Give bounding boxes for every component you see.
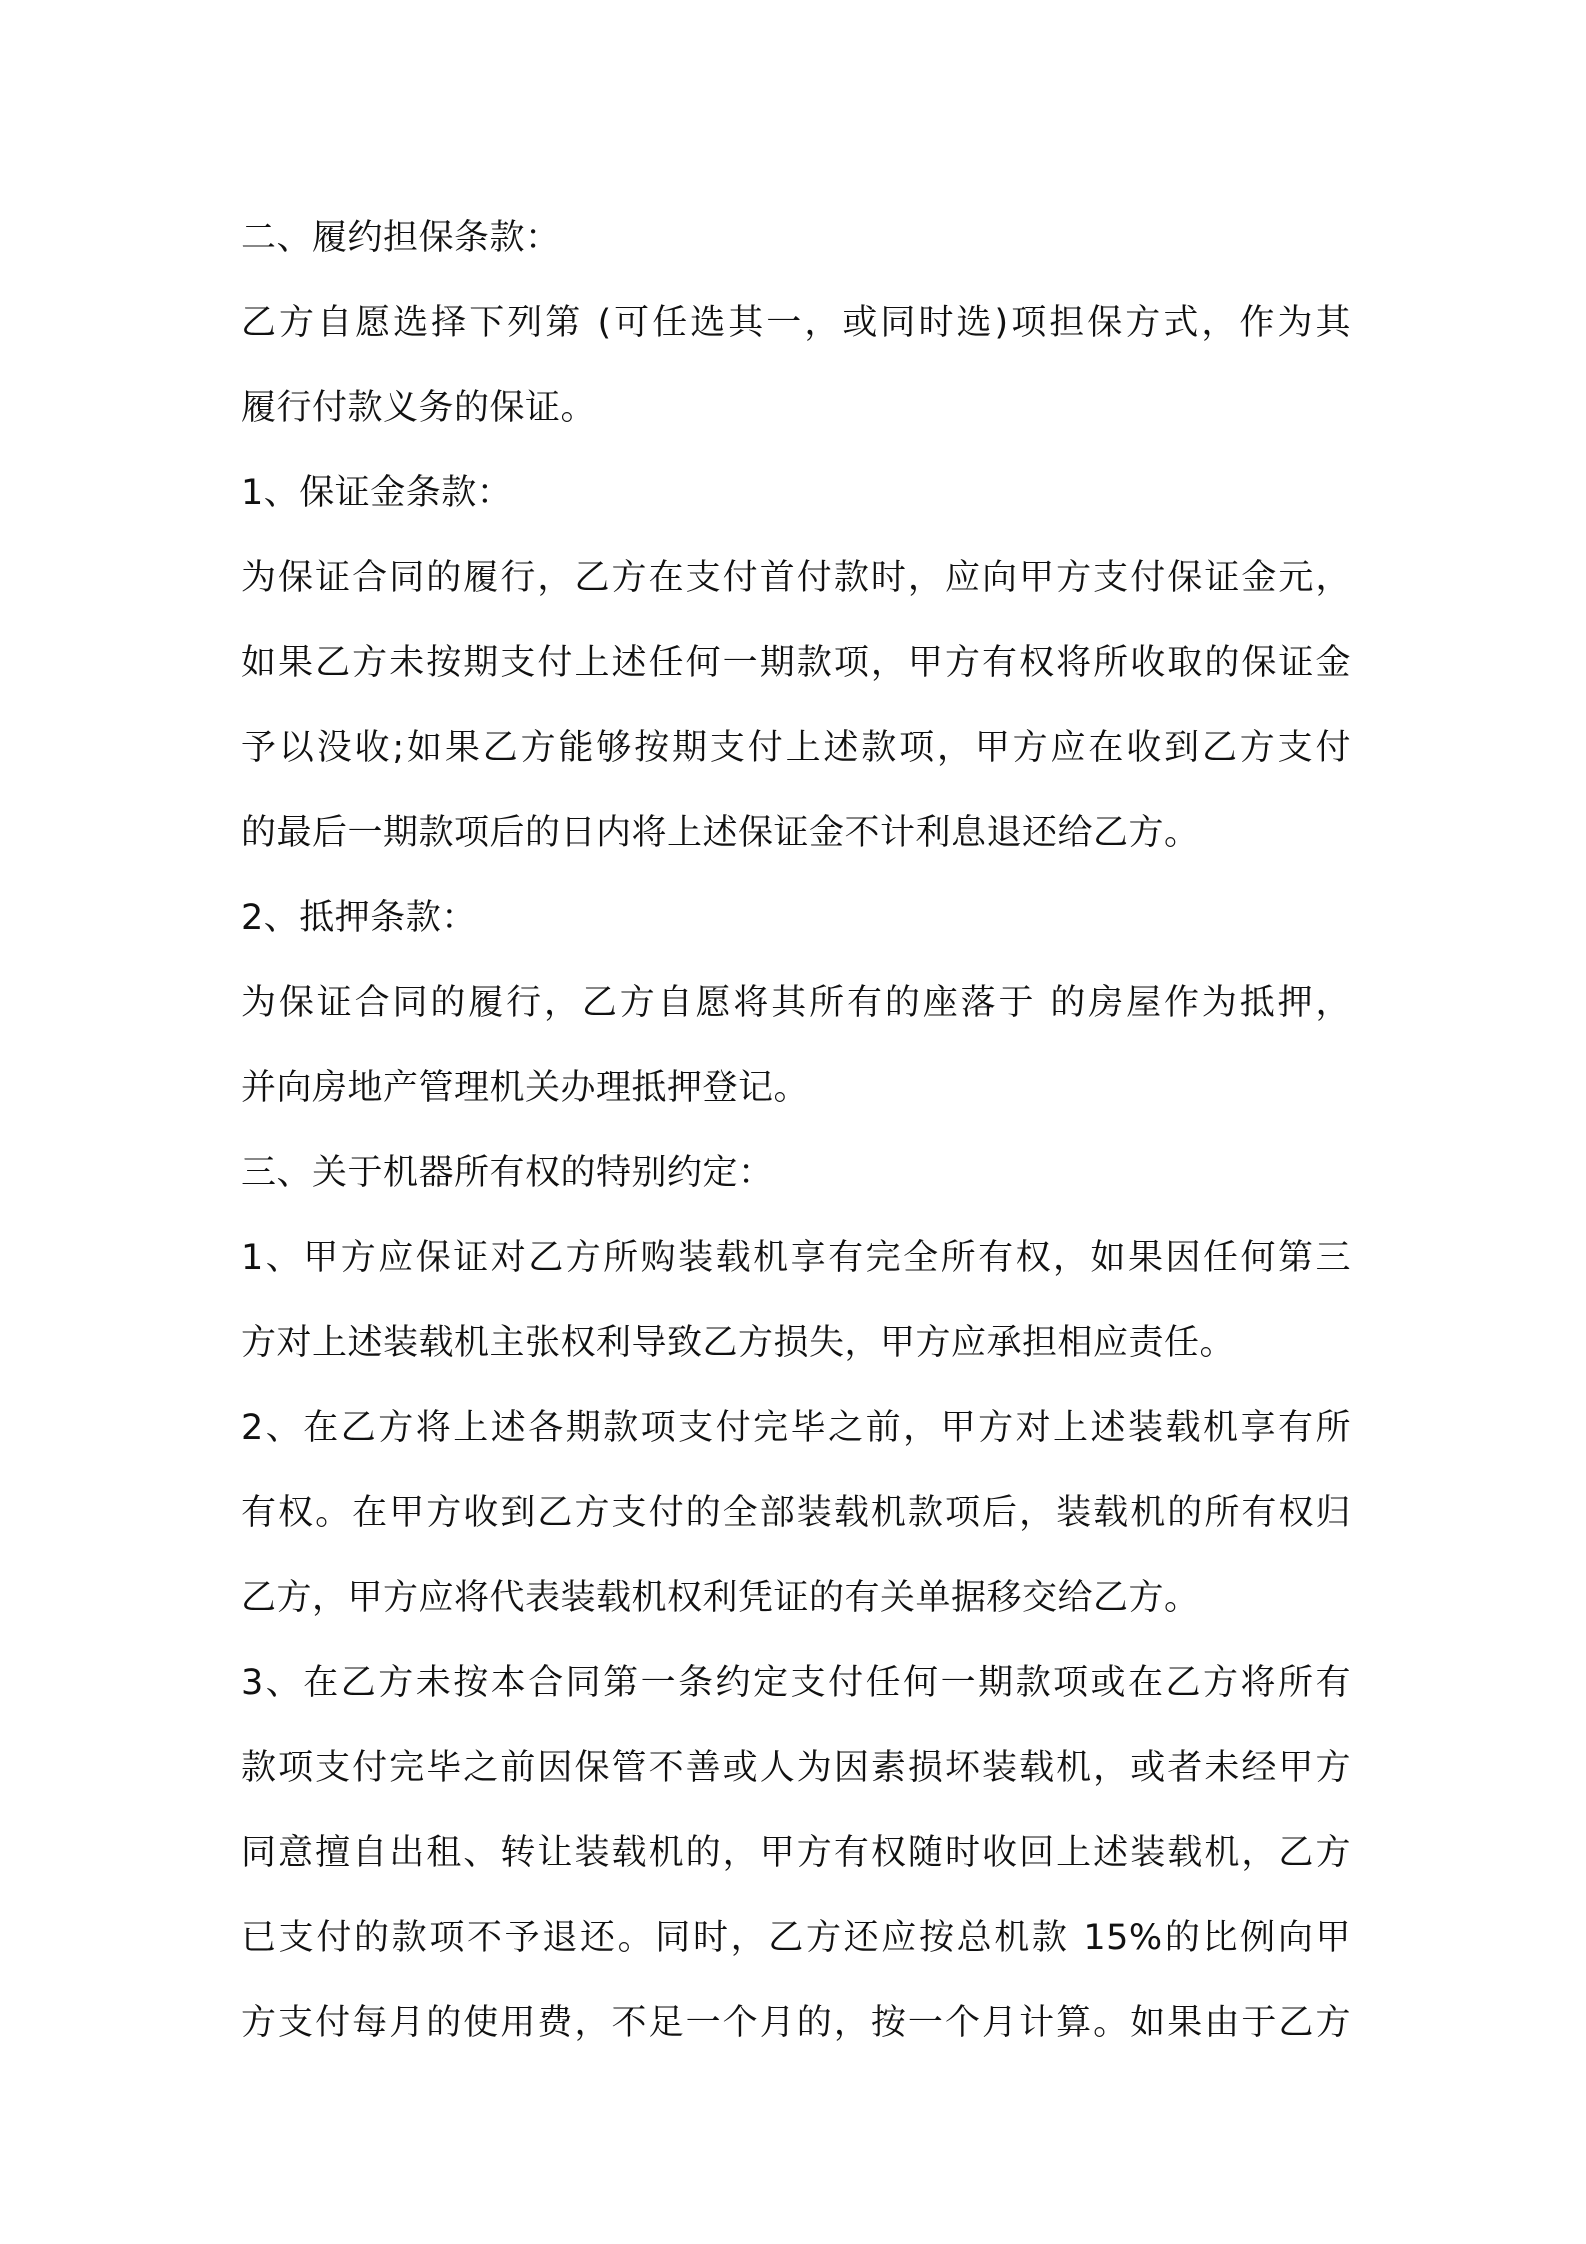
- clause-heading-deposit: 1、保证金条款：: [241, 473, 513, 513]
- paragraph-line: 3、在乙方未按本合同第一条约定支付任何一期款项或在乙方将所有: [241, 1663, 1351, 1703]
- paragraph-line: 已支付的款项不予退还。同时，乙方还应按总机款 15%的比例向甲: [241, 1918, 1351, 1958]
- document-page: [241, 196, 1351, 2066]
- paragraph-line: 有权。在甲方收到乙方支付的全部装载机款项后，装载机的所有权归: [241, 1493, 1351, 1533]
- paragraph-line: 为保证合同的履行，乙方在支付首付款时，应向甲方支付保证金元，: [241, 558, 1351, 598]
- paragraph-line: 乙方，甲方应将代表装载机权利凭证的有关单据移交给乙方。: [241, 1578, 1200, 1618]
- paragraph-line: 予以没收;如果乙方能够按期支付上述款项，甲方应在收到乙方支付: [241, 728, 1351, 768]
- paragraph-line: 的最后一期款项后的日内将上述保证金不计利息退还给乙方。: [241, 813, 1200, 853]
- paragraph-line: 2、在乙方将上述各期款项支付完毕之前，甲方对上述装载机享有所: [241, 1408, 1351, 1448]
- paragraph-line: 1、甲方应保证对乙方所购装载机享有完全所有权，如果因任何第三: [241, 1238, 1351, 1278]
- clause-heading-mortgage: 2、抵押条款：: [241, 898, 477, 938]
- paragraph-line: 并向房地产管理机关办理抵押登记。: [241, 1068, 810, 1108]
- paragraph-line: 方对上述装载机主张权利导致乙方损失，甲方应承担相应责任。: [241, 1323, 1236, 1363]
- paragraph-line: 如果乙方未按期支付上述任何一期款项，甲方有权将所收取的保证金: [241, 643, 1351, 683]
- paragraph-line: 为保证合同的履行，乙方自愿将其所有的座落于 的房屋作为抵押，: [241, 983, 1351, 1023]
- paragraph-line: 同意擅自出租、转让装载机的，甲方有权随时收回上述装载机，乙方: [241, 1833, 1351, 1873]
- paragraph-line: 方支付每月的使用费，不足一个月的，按一个月计算。如果由于乙方: [241, 2003, 1351, 2043]
- paragraph-line: 履行付款义务的保证。: [241, 388, 597, 428]
- paragraph-line: 款项支付完毕之前因保管不善或人为因素损坏装载机，或者未经甲方: [241, 1748, 1351, 1788]
- paragraph-line: 乙方自愿选择下列第 (可任选其一，或同时选)项担保方式，作为其: [241, 303, 1351, 343]
- section-heading-2: 二、履约担保条款：: [241, 218, 561, 258]
- section-heading-3: 三、关于机器所有权的特别约定：: [241, 1153, 774, 1193]
